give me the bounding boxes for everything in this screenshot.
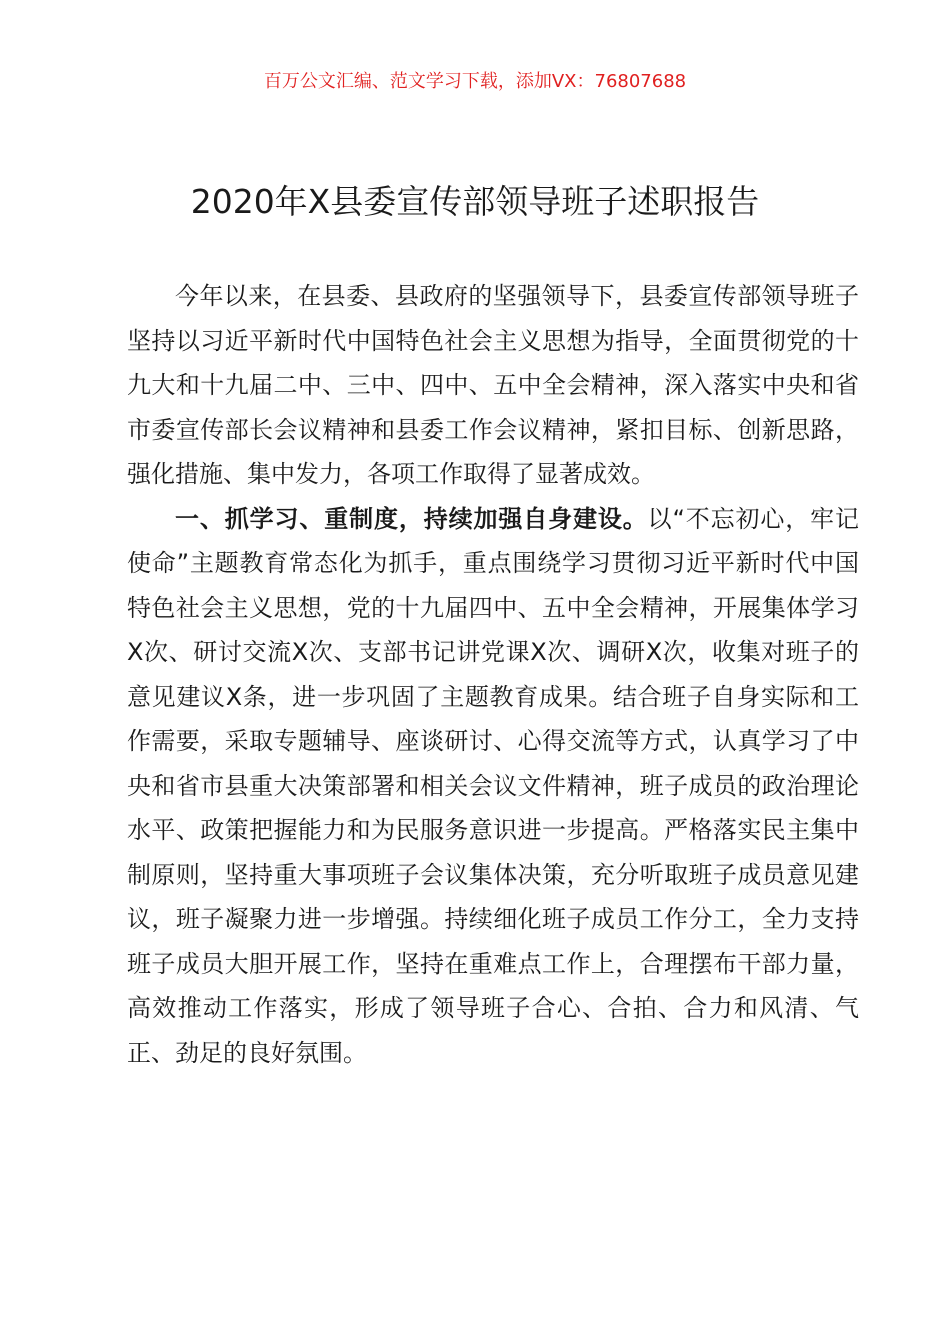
watermark-banner: 百万公文汇编、范文学习下载，添加VX：76807688 [263, 71, 687, 92]
section-1-text: 以“不忘初心，牢记使命”主题教育常态化为抓手，重点围绕学习贯彻习近平新时代中国特色社会主义思想，党的十九届四中、五中全会精神，开展集体学习X次、研讨交流X次、支部书记讲党课X次、调研X次，收集对班子的意见建议X条，进一步巩固了主题教育成果。结合班子自身实际和工作需要，采取专题辅导、座谈研讨、心得交流等方式，认真学习了中央和省市县重大决策部署和相关会议文件精神，班子成员的政治理论水平、政策把握能力和为民服务意识进一步提高。严格落实民主集中制原则，坚持重大事项班子会议集体决策，充分听取班子成员意见建议，班子凝聚力进一步增强。持续细化班子成员工作分工，全力支持班子成员大胆开展工作，坚持在重难点工作上，合理摆布干部力量，高效推动工作落实，形成了领导班子合心、合拍、合力和风清、气正、劲足的良好氛围。 [127, 504, 860, 1067]
paragraph-intro-text: 今年以来，在县委、县政府的坚强领导下，县委宣传部领导班子坚持以习近平新时代中国特色社会主义思想为指导，全面贯彻党的十九大和十九届二中、三中、四中、五中全会精神，深入落实中央和省市委宣传部长会议精神和县委工作会议精神，紧扣目标、创新思路，强化措施、集中发力，各项工作取得了显著成效。 [127, 282, 859, 488]
paragraph-section-1 [127, 497, 859, 1076]
document-title: 2020年X县委宣传部领导班子述职报告 [190, 182, 760, 221]
paragraph-intro [127, 274, 859, 497]
section-1-heading: 一、抓学习、重制度，持续加强自身建设。 [175, 504, 648, 533]
document-body [127, 274, 859, 1075]
